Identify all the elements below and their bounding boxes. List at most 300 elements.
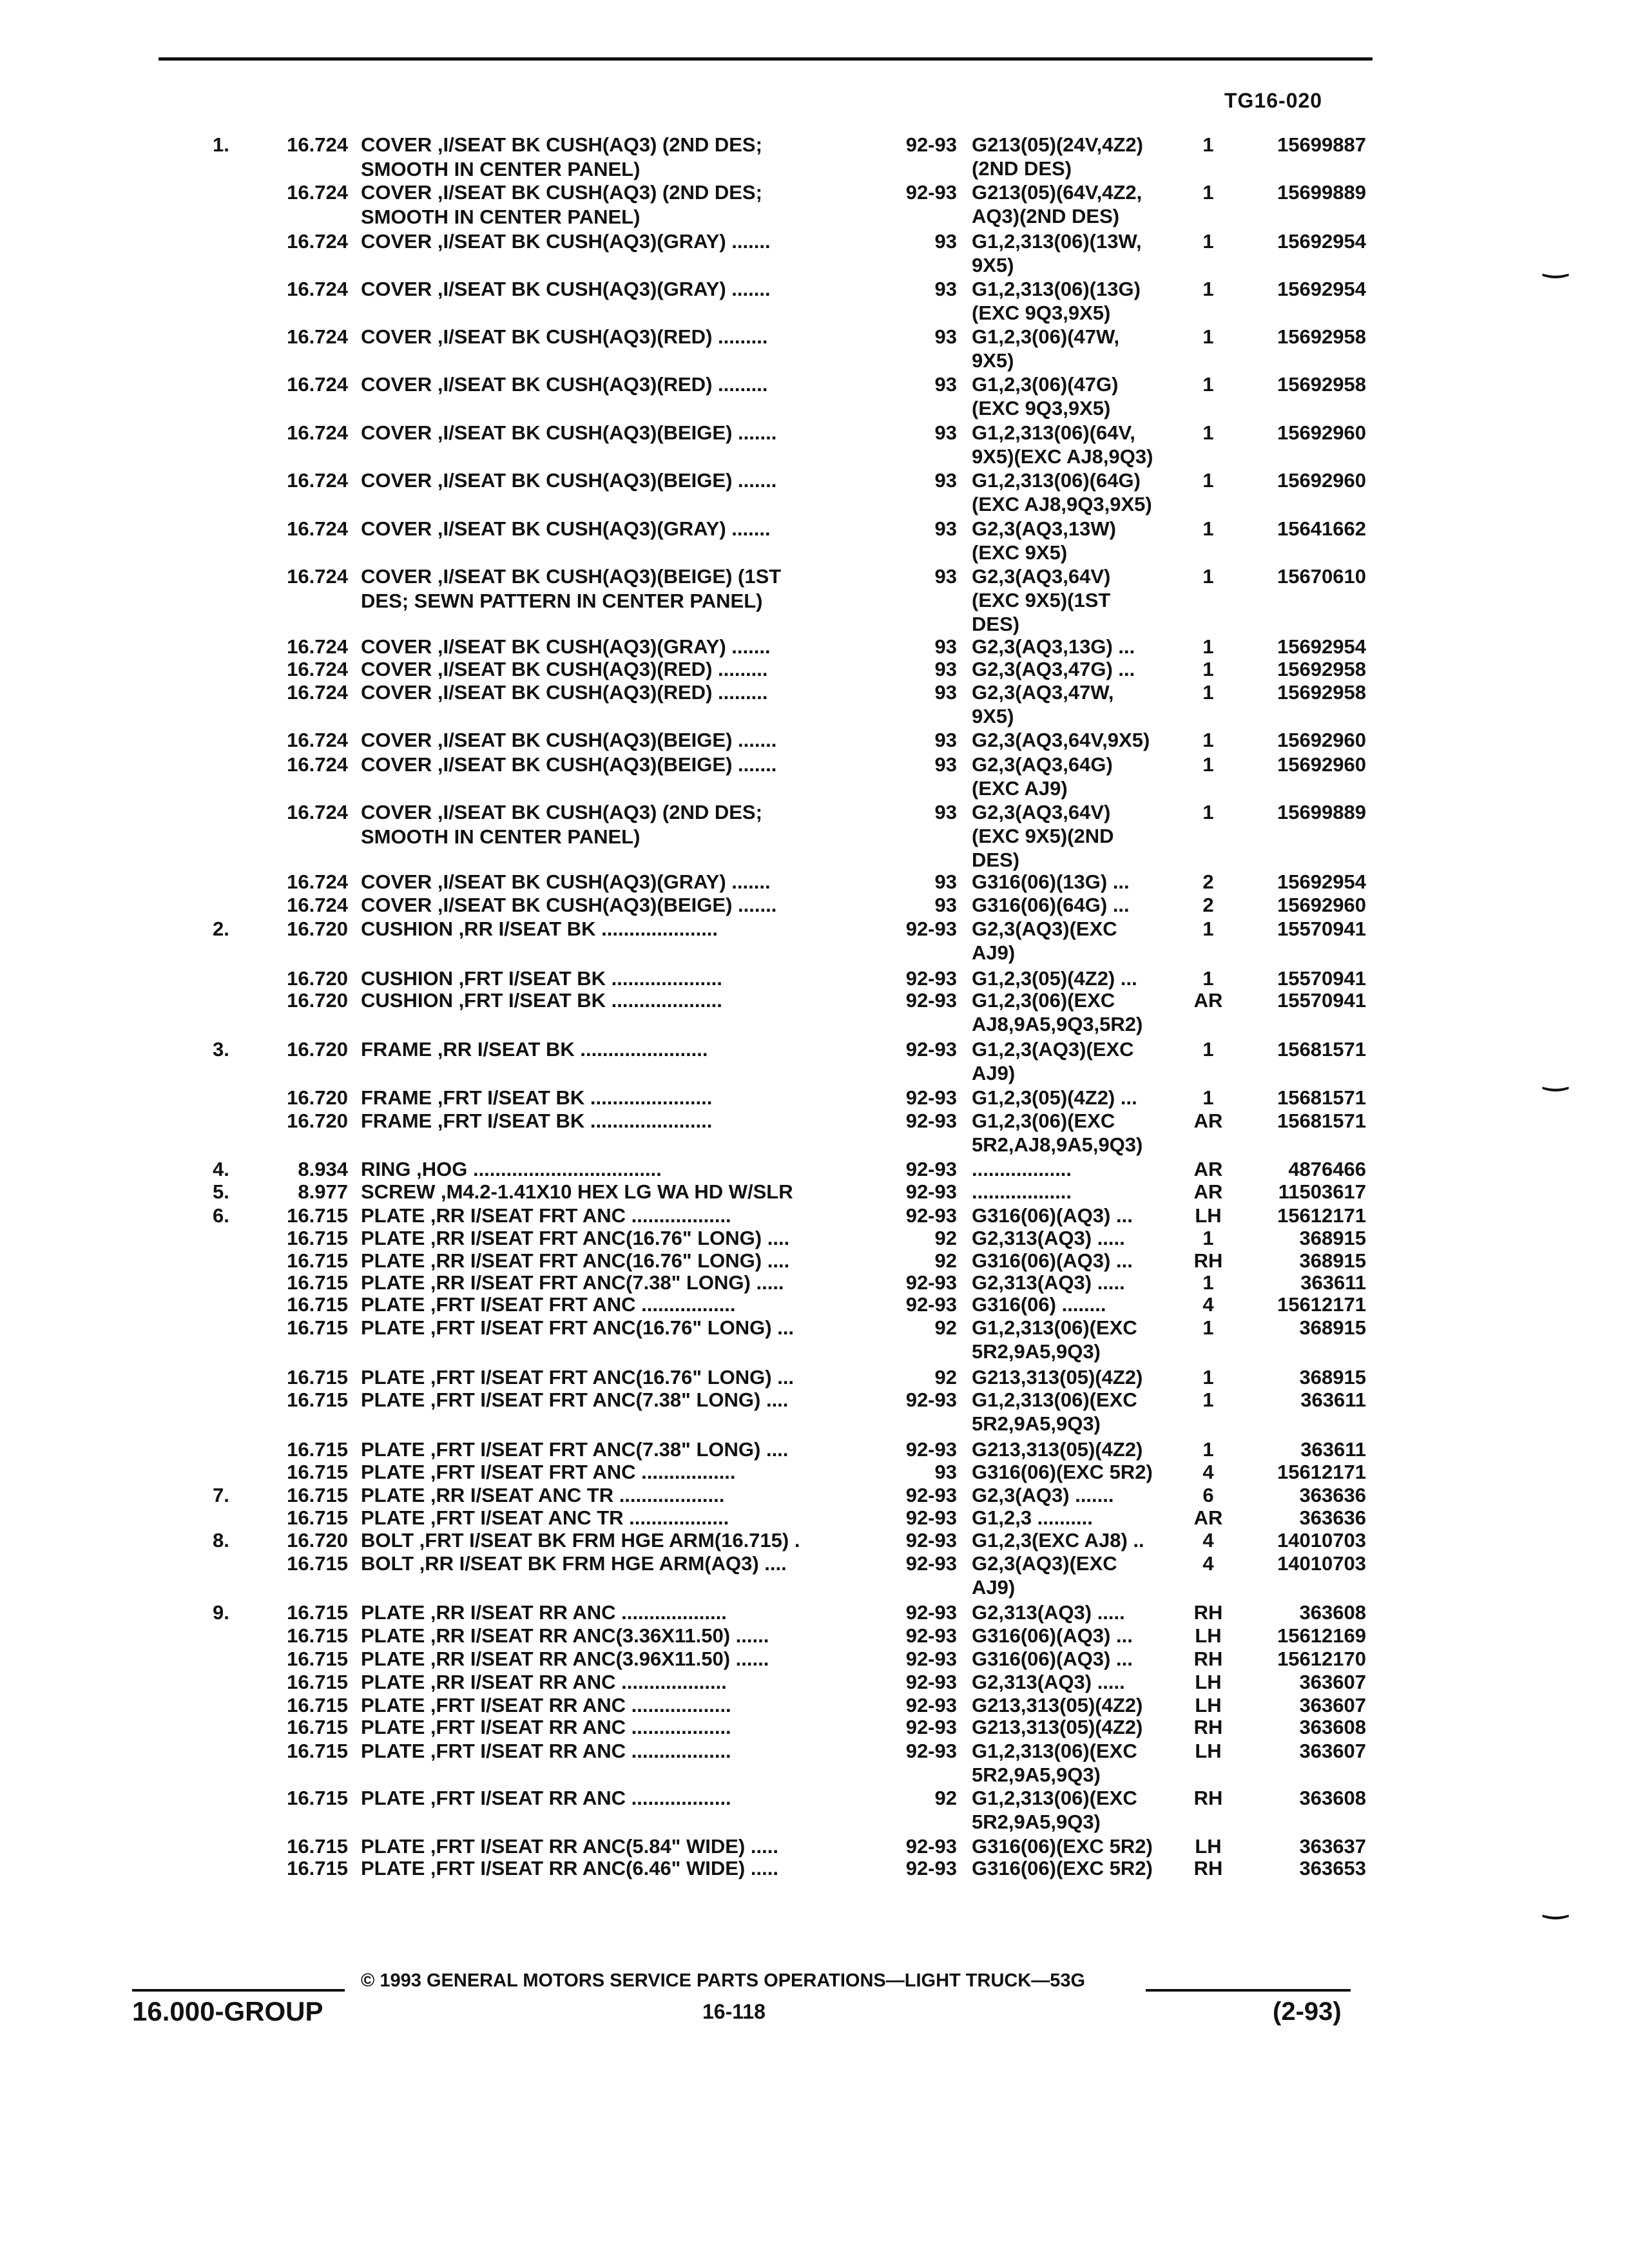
application: G2,3(AQ3,64V) (EXC 9X5)(2ND DES) xyxy=(972,801,1114,871)
model-years: 93 xyxy=(934,894,957,916)
part-number: 15699889 xyxy=(1277,181,1366,204)
group-number: 16.724 xyxy=(287,373,348,396)
group-number: 16.715 xyxy=(287,1716,348,1738)
part-description: PLATE ,FRT I/SEAT ANC TR .................. xyxy=(361,1506,729,1529)
footer-copyright: © 1993 GENERAL MOTORS SERVICE PARTS OPERATIONS—LIGHT TRUCK—53G xyxy=(361,1970,1086,1991)
model-years: 92-93 xyxy=(905,133,957,156)
group-number: 16.715 xyxy=(287,1227,348,1249)
part-description: PLATE ,RR I/SEAT FRT ANC(16.76" LONG) .... xyxy=(361,1249,790,1272)
part-description: COVER ,I/SEAT BK CUSH(AQ3)(GRAY) ....... xyxy=(361,230,771,253)
model-years: 92-93 xyxy=(905,989,957,1012)
group-number: 16.715 xyxy=(287,1835,348,1858)
part-description: SCREW ,M4.2-1.41X10 HEX LG WA HD W/SLR xyxy=(361,1180,793,1203)
group-number: 16.715 xyxy=(287,1271,348,1294)
part-number: 363608 xyxy=(1299,1787,1366,1809)
part-description: COVER ,I/SEAT BK CUSH(AQ3)(BEIGE) (1ST DES; SEWN PATTERN IN CENTER PANEL) xyxy=(361,565,782,612)
model-years: 92-93 xyxy=(905,1484,957,1506)
item-number: 2. xyxy=(213,918,229,940)
quantity: 1 xyxy=(1202,181,1214,204)
quantity: 1 xyxy=(1202,469,1214,492)
application: G213(05)(64V,4Z2, AQ3)(2ND DES) xyxy=(972,181,1142,227)
group-number: 16.724 xyxy=(287,230,348,253)
application: G316(06)(EXC 5R2) xyxy=(972,1857,1153,1879)
group-number: 16.715 xyxy=(287,1671,348,1693)
part-number: 11503617 xyxy=(1278,1180,1366,1203)
model-years: 93 xyxy=(934,753,957,776)
margin-mark: ‿ xyxy=(1543,1885,1568,1919)
group-number: 16.720 xyxy=(287,918,348,940)
group-number: 16.715 xyxy=(287,1648,348,1670)
model-years: 92-93 xyxy=(905,1389,957,1411)
application: G1,2,313(06)(EXC 5R2,9A5,9Q3) xyxy=(972,1740,1137,1786)
model-years: 93 xyxy=(934,635,957,658)
application: G1,2,313(06)(13G) (EXC 9Q3,9X5) xyxy=(972,278,1141,324)
item-number: 1. xyxy=(213,133,229,156)
part-number: 15692954 xyxy=(1277,278,1366,300)
quantity: 1 xyxy=(1202,278,1214,300)
part-number: 368915 xyxy=(1299,1227,1366,1249)
model-years: 93 xyxy=(934,565,957,588)
part-description: PLATE ,FRT I/SEAT RR ANC .................. xyxy=(361,1740,731,1762)
quantity: 1 xyxy=(1202,729,1214,751)
quantity: 1 xyxy=(1202,325,1214,348)
part-number: 15692960 xyxy=(1277,753,1366,776)
part-description: RING ,HOG .................................. xyxy=(361,1158,662,1180)
application: G1,2,3(06)(47G) (EXC 9Q3,9X5) xyxy=(972,373,1119,419)
application: G1,2,3(EXC AJ8) .. xyxy=(972,1529,1144,1552)
part-number: 15670610 xyxy=(1277,565,1366,588)
part-description: COVER ,I/SEAT BK CUSH(AQ3) (2ND DES; SMOOTH IN CENTER PANEL) xyxy=(361,801,762,848)
part-number: 15692958 xyxy=(1277,373,1366,396)
part-number: 14010703 xyxy=(1277,1552,1366,1575)
quantity: 1 xyxy=(1202,1316,1214,1339)
application: G1,2,313(06)(13W, 9X5) xyxy=(972,230,1142,276)
model-years: 92-93 xyxy=(905,1671,957,1693)
group-number: 16.715 xyxy=(287,1249,348,1272)
application: G1,2,313(06)(64G) (EXC AJ8,9Q3,9X5) xyxy=(972,469,1152,515)
model-years: 93 xyxy=(934,421,957,444)
part-description: COVER ,I/SEAT BK CUSH(AQ3)(RED) ......... xyxy=(361,681,768,704)
model-years: 92-93 xyxy=(905,1601,957,1624)
quantity: 1 xyxy=(1202,1038,1214,1061)
part-description: BOLT ,RR I/SEAT BK FRM HGE ARM(AQ3) .... xyxy=(361,1552,787,1575)
group-number: 16.720 xyxy=(287,1086,348,1109)
application: G316(06)(AQ3) ... xyxy=(972,1204,1133,1227)
group-number: 16.715 xyxy=(287,1506,348,1529)
footer-rule-right xyxy=(1146,1989,1351,1992)
application: .................. xyxy=(972,1158,1072,1180)
group-number: 16.715 xyxy=(287,1316,348,1339)
part-number: 15692954 xyxy=(1277,230,1366,253)
part-number: 363636 xyxy=(1299,1484,1366,1506)
part-number: 15692960 xyxy=(1277,729,1366,751)
model-years: 93 xyxy=(934,278,957,300)
part-description: CUSHION ,FRT I/SEAT BK .................... xyxy=(361,967,722,990)
part-number: 15681571 xyxy=(1277,1086,1366,1109)
quantity: RH xyxy=(1193,1601,1223,1624)
group-number: 16.724 xyxy=(287,278,348,300)
group-number: 16.724 xyxy=(287,658,348,680)
quantity: 1 xyxy=(1202,1227,1214,1249)
model-years: 92-93 xyxy=(905,1529,957,1552)
application: G2,3(AQ3,64G) (EXC AJ9) xyxy=(972,753,1113,800)
model-years: 92-93 xyxy=(905,1740,957,1762)
model-years: 93 xyxy=(934,801,957,823)
model-years: 92 xyxy=(934,1316,957,1339)
application: G213,313(05)(4Z2) xyxy=(972,1366,1143,1389)
application: G2,3(AQ3,64V,9X5) xyxy=(972,729,1150,751)
group-number: 16.715 xyxy=(287,1389,348,1411)
model-years: 92-93 xyxy=(905,1716,957,1738)
part-number: 15681571 xyxy=(1277,1110,1366,1132)
quantity: 1 xyxy=(1202,635,1214,658)
group-number: 16.715 xyxy=(287,1484,348,1506)
part-description: BOLT ,FRT I/SEAT BK FRM HGE ARM(16.715) . xyxy=(361,1529,800,1552)
part-description: COVER ,I/SEAT BK CUSH(AQ3)(GRAY) ....... xyxy=(361,870,771,893)
part-description: PLATE ,RR I/SEAT ANC TR ................... xyxy=(361,1484,725,1506)
model-years: 93 xyxy=(934,325,957,348)
part-number: 363653 xyxy=(1299,1857,1366,1879)
application: G1,2,3(AQ3)(EXC AJ9) xyxy=(972,1038,1134,1084)
group-number: 16.720 xyxy=(287,1529,348,1552)
part-number: 15692960 xyxy=(1277,894,1366,916)
part-description: PLATE ,RR I/SEAT FRT ANC .................. xyxy=(361,1204,731,1227)
model-years: 92 xyxy=(934,1787,957,1809)
part-description: COVER ,I/SEAT BK CUSH(AQ3)(RED) ......... xyxy=(361,658,768,680)
quantity: LH xyxy=(1195,1671,1222,1693)
part-description: PLATE ,FRT I/SEAT FRT ANC(7.38" LONG) .... xyxy=(361,1389,789,1411)
application: G213,313(05)(4Z2) xyxy=(972,1694,1143,1716)
group-number: 8.934 xyxy=(298,1158,348,1180)
quantity: 1 xyxy=(1202,565,1214,588)
part-number: 15612171 xyxy=(1277,1204,1366,1227)
part-number: 15612171 xyxy=(1277,1461,1366,1483)
part-number: 363607 xyxy=(1299,1740,1366,1762)
model-years: 92-93 xyxy=(905,1624,957,1647)
model-years: 92-93 xyxy=(905,1293,957,1316)
quantity: LH xyxy=(1195,1740,1222,1762)
quantity: RH xyxy=(1193,1857,1223,1879)
part-number: 363608 xyxy=(1299,1716,1366,1738)
application: G1,2,3 .......... xyxy=(972,1506,1093,1529)
model-years: 93 xyxy=(934,729,957,751)
part-description: COVER ,I/SEAT BK CUSH(AQ3) (2ND DES; SMOOTH IN CENTER PANEL) xyxy=(361,181,762,228)
part-description: PLATE ,FRT I/SEAT FRT ANC(16.76" LONG) ... xyxy=(361,1316,795,1339)
part-description: FRAME ,FRT I/SEAT BK ...................... xyxy=(361,1110,713,1132)
group-number: 16.715 xyxy=(287,1461,348,1483)
application: G1,2,313(06)(64V, 9X5)(EXC AJ8,9Q3) xyxy=(972,421,1153,468)
model-years: 92 xyxy=(934,1227,957,1249)
application: G2,3(AQ3,47G) ... xyxy=(972,658,1135,680)
item-number: 5. xyxy=(213,1180,229,1203)
quantity: 1 xyxy=(1202,1271,1214,1294)
part-number: 363607 xyxy=(1299,1694,1366,1716)
part-description: COVER ,I/SEAT BK CUSH(AQ3)(BEIGE) ....... xyxy=(361,469,777,492)
model-years: 92-93 xyxy=(905,967,957,990)
group-number: 16.724 xyxy=(287,894,348,916)
item-number: 4. xyxy=(213,1158,229,1180)
part-number: 363611 xyxy=(1300,1271,1366,1294)
quantity: RH xyxy=(1193,1716,1223,1738)
model-years: 92-93 xyxy=(905,1158,957,1180)
part-number: 15570941 xyxy=(1277,989,1366,1012)
part-number: 15692954 xyxy=(1277,870,1366,893)
group-number: 16.724 xyxy=(287,753,348,776)
group-number: 16.724 xyxy=(287,325,348,348)
quantity: 1 xyxy=(1202,918,1214,940)
part-description: CUSHION ,RR I/SEAT BK ..................... xyxy=(361,918,718,940)
quantity: 4 xyxy=(1202,1293,1214,1316)
part-number: 15692958 xyxy=(1277,681,1366,704)
application: .................. xyxy=(972,1180,1072,1203)
quantity: 1 xyxy=(1202,801,1214,823)
part-description: PLATE ,FRT I/SEAT FRT ANC ................. xyxy=(361,1293,736,1316)
quantity: 1 xyxy=(1202,230,1214,253)
application: G1,2,3(06)(EXC 5R2,AJ8,9A5,9Q3) xyxy=(972,1110,1143,1156)
application: G2,313(AQ3) ..... xyxy=(972,1671,1125,1693)
model-years: 92-93 xyxy=(905,1204,957,1227)
group-number: 16.724 xyxy=(287,870,348,893)
part-number: 14010703 xyxy=(1277,1529,1366,1552)
model-years: 92-93 xyxy=(905,1506,957,1529)
quantity: LH xyxy=(1195,1694,1222,1716)
quantity: 1 xyxy=(1202,681,1214,704)
part-number: 15681571 xyxy=(1277,1038,1366,1061)
application: G316(06)(64G) ... xyxy=(972,894,1130,916)
quantity: AR xyxy=(1193,1110,1223,1132)
group-number: 16.715 xyxy=(287,1204,348,1227)
group-number: 16.724 xyxy=(287,801,348,823)
model-years: 92-93 xyxy=(905,1086,957,1109)
part-description: PLATE ,FRT I/SEAT FRT ANC(7.38" LONG) .... xyxy=(361,1438,789,1461)
part-number: 368915 xyxy=(1299,1366,1366,1389)
part-description: PLATE ,RR I/SEAT FRT ANC(7.38" LONG) ..... xyxy=(361,1271,784,1294)
model-years: 92-93 xyxy=(905,918,957,940)
model-years: 92 xyxy=(934,1366,957,1389)
quantity: RH xyxy=(1193,1787,1223,1809)
quantity: 2 xyxy=(1202,870,1214,893)
part-number: 15612171 xyxy=(1277,1293,1366,1316)
quantity: 1 xyxy=(1202,753,1214,776)
margin-mark: ‿ xyxy=(1543,1057,1568,1091)
part-description: FRAME ,FRT I/SEAT BK ...................... xyxy=(361,1086,713,1109)
part-description: COVER ,I/SEAT BK CUSH(AQ3)(BEIGE) ....... xyxy=(361,894,777,916)
group-number: 16.720 xyxy=(287,1110,348,1132)
application: G213,313(05)(4Z2) xyxy=(972,1716,1143,1738)
group-number: 16.715 xyxy=(287,1740,348,1762)
model-years: 93 xyxy=(934,517,957,540)
application: G2,3(AQ3)(EXC AJ9) xyxy=(972,918,1117,964)
model-years: 92-93 xyxy=(905,1110,957,1132)
application: G316(06)(AQ3) ... xyxy=(972,1249,1133,1272)
quantity: 6 xyxy=(1202,1484,1214,1506)
group-number: 16.720 xyxy=(287,1038,348,1061)
part-description: COVER ,I/SEAT BK CUSH(AQ3)(GRAY) ....... xyxy=(361,517,771,540)
part-number: 15692958 xyxy=(1277,325,1366,348)
application: G2,3(AQ3,47W, 9X5) xyxy=(972,681,1114,727)
quantity: RH xyxy=(1193,1648,1223,1670)
part-number: 15570941 xyxy=(1277,918,1366,940)
model-years: 92-93 xyxy=(905,1271,957,1294)
group-number: 16.724 xyxy=(287,565,348,588)
group-number: 16.724 xyxy=(287,517,348,540)
quantity: AR xyxy=(1193,1180,1223,1203)
part-description: COVER ,I/SEAT BK CUSH(AQ3)(RED) ......... xyxy=(361,325,768,348)
model-years: 92-93 xyxy=(905,1180,957,1203)
application: G316(06)(13G) ... xyxy=(972,870,1130,893)
application: G2,313(AQ3) ..... xyxy=(972,1227,1125,1249)
application: G316(06)(AQ3) ... xyxy=(972,1648,1133,1670)
part-description: COVER ,I/SEAT BK CUSH(AQ3)(BEIGE) ....... xyxy=(361,753,777,776)
part-description: PLATE ,RR I/SEAT FRT ANC(16.76" LONG) .... xyxy=(361,1227,790,1249)
quantity: 1 xyxy=(1202,517,1214,540)
item-number: 8. xyxy=(213,1529,229,1552)
part-number: 363636 xyxy=(1299,1506,1366,1529)
item-number: 6. xyxy=(213,1204,229,1227)
quantity: LH xyxy=(1195,1835,1222,1858)
part-description: PLATE ,FRT I/SEAT RR ANC(6.46" WIDE) ..... xyxy=(361,1857,778,1879)
model-years: 92-93 xyxy=(905,1835,957,1858)
quantity: 1 xyxy=(1202,1389,1214,1411)
application: G2,3(AQ3) ....... xyxy=(972,1484,1114,1506)
quantity: LH xyxy=(1195,1204,1222,1227)
application: G2,313(AQ3) ..... xyxy=(972,1271,1125,1294)
quantity: 1 xyxy=(1202,133,1214,156)
group-number: 16.715 xyxy=(287,1552,348,1575)
item-number: 7. xyxy=(213,1484,229,1506)
quantity: 4 xyxy=(1202,1552,1214,1575)
part-number: 15570941 xyxy=(1277,967,1366,990)
group-number: 16.715 xyxy=(287,1624,348,1647)
part-number: 4876466 xyxy=(1288,1158,1366,1180)
application: G1,2,313(06)(EXC 5R2,9A5,9Q3) xyxy=(972,1787,1137,1833)
model-years: 92-93 xyxy=(905,1857,957,1879)
model-years: 93 xyxy=(934,870,957,893)
quantity: 1 xyxy=(1202,373,1214,396)
part-description: PLATE ,FRT I/SEAT RR ANC .................. xyxy=(361,1716,731,1738)
group-number: 16.724 xyxy=(287,729,348,751)
part-description: COVER ,I/SEAT BK CUSH(AQ3)(BEIGE) ....... xyxy=(361,421,777,444)
part-description: COVER ,I/SEAT BK CUSH(AQ3)(RED) ......... xyxy=(361,373,768,396)
application: G316(06) ........ xyxy=(972,1293,1106,1316)
part-description: FRAME ,RR I/SEAT BK ....................... xyxy=(361,1038,708,1061)
model-years: 92-93 xyxy=(905,1694,957,1716)
part-number: 363611 xyxy=(1300,1389,1366,1411)
application: G2,313(AQ3) ..... xyxy=(972,1601,1125,1624)
footer-date: (2-93) xyxy=(1273,1997,1342,2026)
group-number: 16.724 xyxy=(287,181,348,204)
quantity: 4 xyxy=(1202,1461,1214,1483)
group-number: 16.715 xyxy=(287,1694,348,1716)
part-number: 15612169 xyxy=(1277,1624,1366,1647)
part-number: 15612170 xyxy=(1277,1648,1366,1670)
quantity: LH xyxy=(1195,1624,1222,1647)
part-description: PLATE ,RR I/SEAT RR ANC(3.36X11.50) ...... xyxy=(361,1624,769,1647)
part-number: 368915 xyxy=(1299,1249,1366,1272)
group-number: 16.724 xyxy=(287,681,348,704)
quantity: 1 xyxy=(1202,1366,1214,1389)
group-number: 16.715 xyxy=(287,1293,348,1316)
application: G316(06)(EXC 5R2) xyxy=(972,1461,1153,1483)
item-number: 9. xyxy=(213,1601,229,1624)
application: G1,2,3(05)(4Z2) ... xyxy=(972,967,1137,990)
application: G213(05)(24V,4Z2) (2ND DES) xyxy=(972,133,1143,180)
part-number: 15692960 xyxy=(1277,421,1366,444)
quantity: 1 xyxy=(1202,1438,1214,1461)
part-description: PLATE ,FRT I/SEAT RR ANC .................. xyxy=(361,1787,731,1809)
group-number: 16.715 xyxy=(287,1366,348,1389)
part-description: PLATE ,RR I/SEAT RR ANC ................... xyxy=(361,1601,727,1624)
quantity: AR xyxy=(1193,1506,1223,1529)
quantity: 1 xyxy=(1202,658,1214,680)
item-number: 3. xyxy=(213,1038,229,1061)
part-number: 368915 xyxy=(1299,1316,1366,1339)
application: G2,3(AQ3,13W) (EXC 9X5) xyxy=(972,517,1116,564)
quantity: RH xyxy=(1193,1249,1223,1272)
group-number: 16.715 xyxy=(287,1787,348,1809)
quantity: 1 xyxy=(1202,421,1214,444)
part-number: 15692958 xyxy=(1277,658,1366,680)
model-years: 92-93 xyxy=(905,1038,957,1061)
model-years: 93 xyxy=(934,1461,957,1483)
application: G1,2,3(06)(47W, 9X5) xyxy=(972,325,1120,372)
part-number: 15699887 xyxy=(1277,133,1366,156)
application: G316(06)(EXC 5R2) xyxy=(972,1835,1153,1858)
quantity: 1 xyxy=(1202,967,1214,990)
group-number: 16.720 xyxy=(287,989,348,1012)
group-number: 16.715 xyxy=(287,1857,348,1879)
quantity: 1 xyxy=(1202,1086,1214,1109)
model-years: 93 xyxy=(934,658,957,680)
part-description: PLATE ,RR I/SEAT RR ANC ................... xyxy=(361,1671,727,1693)
part-description: PLATE ,FRT I/SEAT FRT ANC(16.76" LONG) ... xyxy=(361,1366,795,1389)
part-number: 363611 xyxy=(1300,1438,1366,1461)
model-years: 92-93 xyxy=(905,1552,957,1575)
application: G2,3(AQ3,13G) ... xyxy=(972,635,1135,658)
part-description: PLATE ,FRT I/SEAT RR ANC .................. xyxy=(361,1694,731,1716)
group-number: 8.977 xyxy=(298,1180,348,1203)
quantity: AR xyxy=(1193,989,1223,1012)
part-number: 363608 xyxy=(1299,1601,1366,1624)
model-years: 93 xyxy=(934,230,957,253)
model-years: 93 xyxy=(934,469,957,492)
group-number: 16.720 xyxy=(287,967,348,990)
part-description: COVER ,I/SEAT BK CUSH(AQ3)(GRAY) ....... xyxy=(361,635,771,658)
part-description: PLATE ,RR I/SEAT RR ANC(3.96X11.50) ...... xyxy=(361,1648,769,1670)
part-number: 15692960 xyxy=(1277,469,1366,492)
margin-mark: ‿ xyxy=(1543,244,1568,278)
part-number: 15692954 xyxy=(1277,635,1366,658)
part-description: CUSHION ,FRT I/SEAT BK .................... xyxy=(361,989,722,1012)
quantity: 2 xyxy=(1202,894,1214,916)
application: G213,313(05)(4Z2) xyxy=(972,1438,1143,1461)
application: G2,3(AQ3)(EXC AJ9) xyxy=(972,1552,1117,1599)
footer-rule-left xyxy=(132,1989,345,1992)
application: G1,2,3(05)(4Z2) ... xyxy=(972,1086,1137,1109)
part-description: COVER ,I/SEAT BK CUSH(AQ3) (2ND DES; SMOOTH IN CENTER PANEL) xyxy=(361,133,762,180)
part-number: 363607 xyxy=(1299,1671,1366,1693)
illustration-code: TG16-020 xyxy=(1224,89,1323,112)
part-number: 363637 xyxy=(1299,1835,1366,1858)
model-years: 92-93 xyxy=(905,1438,957,1461)
part-description: PLATE ,FRT I/SEAT FRT ANC ................. xyxy=(361,1461,736,1483)
part-description: PLATE ,FRT I/SEAT RR ANC(5.84" WIDE) ..... xyxy=(361,1835,778,1858)
part-number: 15699889 xyxy=(1277,801,1366,823)
application: G2,3(AQ3,64V) (EXC 9X5)(1ST DES) xyxy=(972,565,1111,635)
quantity: 4 xyxy=(1202,1529,1214,1552)
model-years: 93 xyxy=(934,681,957,704)
application: G1,2,313(06)(EXC 5R2,9A5,9Q3) xyxy=(972,1389,1137,1435)
